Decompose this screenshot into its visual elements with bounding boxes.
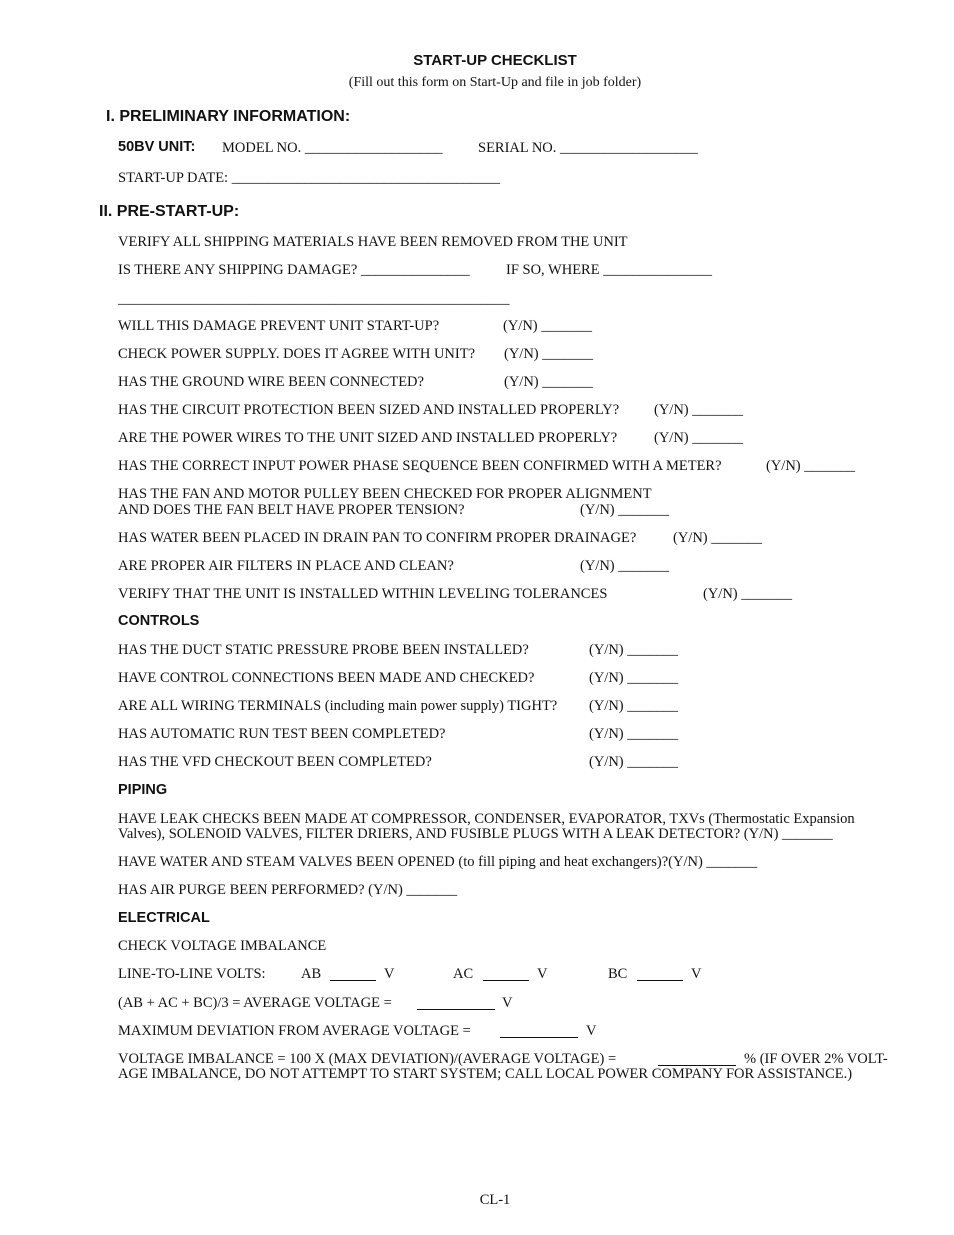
page-title: START-UP CHECKLIST	[413, 52, 577, 69]
yes-no-field[interactable]: (Y/N) _______	[580, 502, 670, 518]
ab-voltage-input[interactable]	[330, 980, 376, 981]
max-deviation-label: MAXIMUM DEVIATION FROM AVERAGE VOLTAGE =	[118, 1023, 471, 1039]
question-text: CHECK POWER SUPPLY. DOES IT AGREE WITH UNIT?	[118, 346, 476, 362]
fan-belt-text: AND DOES THE FAN BELT HAVE PROPER TENSION?	[118, 502, 465, 518]
damage-description-line[interactable]: ______________________________________________________	[118, 291, 510, 307]
question-text: HAS THE DUCT STATIC PRESSURE PROBE BEEN INSTALLED?	[118, 642, 529, 658]
question-text: ARE PROPER AIR FILTERS IN PLACE AND CLEAN?	[118, 558, 454, 574]
imbalance-percent-note: % (IF OVER 2% VOLT-	[744, 1051, 888, 1067]
section-prestart-heading: II. PRE-START-UP:	[99, 203, 240, 220]
serial-number-field[interactable]: SERIAL NO. ___________________	[478, 140, 698, 156]
leak-check-field[interactable]: Valves), SOLENOID VALVES, FILTER DRIERS, AND FUSIBLE PLUGS WITH A LEAK DETECTOR? (Y/N) _______	[118, 826, 833, 842]
verify-shipping-text: VERIFY ALL SHIPPING MATERIALS HAVE BEEN REMOVED FROM THE UNIT	[118, 234, 628, 250]
bc-label: BC	[608, 966, 628, 982]
page-number: CL-1	[479, 1192, 511, 1208]
question-text: VERIFY THAT THE UNIT IS INSTALLED WITHIN LEVELING TOLERANCES	[118, 586, 608, 602]
yes-no-field[interactable]: (Y/N) _______	[589, 670, 679, 686]
question-text: HAS THE GROUND WIRE BEEN CONNECTED?	[118, 374, 424, 390]
ab-label: AB	[301, 966, 322, 982]
volt-unit: V	[586, 1023, 597, 1039]
yes-no-field[interactable]: (Y/N) _______	[673, 530, 763, 546]
yes-no-field[interactable]: (Y/N) _______	[504, 346, 594, 362]
leak-check-text: HAVE LEAK CHECKS BEEN MADE AT COMPRESSOR, CONDENSER, EVAPORATOR, TXVs (Thermostatic Expansion	[118, 811, 855, 827]
question-text: HAS THE VFD CHECKOUT BEEN COMPLETED?	[118, 754, 432, 770]
ac-voltage-input[interactable]	[483, 980, 529, 981]
volt-unit: V	[691, 966, 702, 982]
shipping-damage-field[interactable]: IS THERE ANY SHIPPING DAMAGE? _______________	[118, 262, 470, 278]
question-text: HAS AUTOMATIC RUN TEST BEEN COMPLETED?	[118, 726, 446, 742]
yes-no-field[interactable]: (Y/N) _______	[654, 402, 744, 418]
check-voltage-text: CHECK VOLTAGE IMBALANCE	[118, 938, 327, 954]
controls-heading: CONTROLS	[118, 613, 200, 629]
electrical-heading: ELECTRICAL	[118, 910, 210, 926]
damage-location-field[interactable]: IF SO, WHERE _______________	[506, 262, 712, 278]
valves-opened-field[interactable]: HAVE WATER AND STEAM VALVES BEEN OPENED (to fill piping and heat exchangers)?(Y/N) _______	[118, 854, 758, 870]
fan-alignment-text: HAS THE FAN AND MOTOR PULLEY BEEN CHECKED FOR PROPER ALIGNMENT	[118, 486, 652, 502]
yes-no-field[interactable]: (Y/N) _______	[589, 642, 679, 658]
yes-no-field[interactable]: (Y/N) _______	[703, 586, 793, 602]
yes-no-field[interactable]: (Y/N) _______	[504, 374, 594, 390]
yes-no-field[interactable]: (Y/N) _______	[589, 754, 679, 770]
max-deviation-input[interactable]	[500, 1037, 578, 1038]
question-text: HAS THE CORRECT INPUT POWER PHASE SEQUENCE BEEN CONFIRMED WITH A METER?	[118, 458, 722, 474]
line-to-line-label: LINE-TO-LINE VOLTS:	[118, 966, 266, 982]
question-text: ARE ALL WIRING TERMINALS (including main power supply) TIGHT?	[118, 698, 558, 714]
bc-voltage-input[interactable]	[637, 980, 683, 981]
question-text: WILL THIS DAMAGE PREVENT UNIT START-UP?	[118, 318, 440, 334]
yes-no-field[interactable]: (Y/N) _______	[589, 726, 679, 742]
unit-label: 50BV UNIT:	[118, 139, 196, 155]
piping-heading: PIPING	[118, 782, 168, 798]
average-voltage-input[interactable]	[417, 1009, 495, 1010]
yes-no-field[interactable]: (Y/N) _______	[766, 458, 856, 474]
air-purge-field[interactable]: HAS AIR PURGE BEEN PERFORMED? (Y/N) _______	[118, 882, 458, 898]
question-text: ARE THE POWER WIRES TO THE UNIT SIZED AND INSTALLED PROPERLY?	[118, 430, 618, 446]
volt-unit: V	[537, 966, 548, 982]
imbalance-formula: VOLTAGE IMBALANCE = 100 X (MAX DEVIATION)/(AVERAGE VOLTAGE) =	[118, 1051, 617, 1067]
startup-date-field[interactable]: START-UP DATE: _____________________________________	[118, 170, 500, 186]
question-text: HAVE CONTROL CONNECTIONS BEEN MADE AND CHECKED?	[118, 670, 535, 686]
yes-no-field[interactable]: (Y/N) _______	[589, 698, 679, 714]
yes-no-field[interactable]: (Y/N) _______	[580, 558, 670, 574]
average-voltage-formula: (AB + AC + BC)/3 = AVERAGE VOLTAGE =	[118, 995, 392, 1011]
ac-label: AC	[453, 966, 474, 982]
volt-unit: V	[384, 966, 395, 982]
imbalance-warning-text: AGE IMBALANCE, DO NOT ATTEMPT TO START SYSTEM; CALL LOCAL POWER COMPANY FOR ASSISTANCE.)	[118, 1066, 853, 1082]
question-text: HAS THE CIRCUIT PROTECTION BEEN SIZED AND INSTALLED PROPERLY?	[118, 402, 620, 418]
page-subtitle: (Fill out this form on Start-Up and file in job folder)	[348, 75, 642, 90]
section-preliminary-heading: I. PRELIMINARY INFORMATION:	[106, 108, 351, 125]
model-number-field[interactable]: MODEL NO. ___________________	[222, 140, 443, 156]
question-text: HAS WATER BEEN PLACED IN DRAIN PAN TO CONFIRM PROPER DRAINAGE?	[118, 530, 637, 546]
yes-no-field[interactable]: (Y/N) _______	[654, 430, 744, 446]
volt-unit: V	[502, 995, 513, 1011]
yes-no-field[interactable]: (Y/N) _______	[503, 318, 593, 334]
